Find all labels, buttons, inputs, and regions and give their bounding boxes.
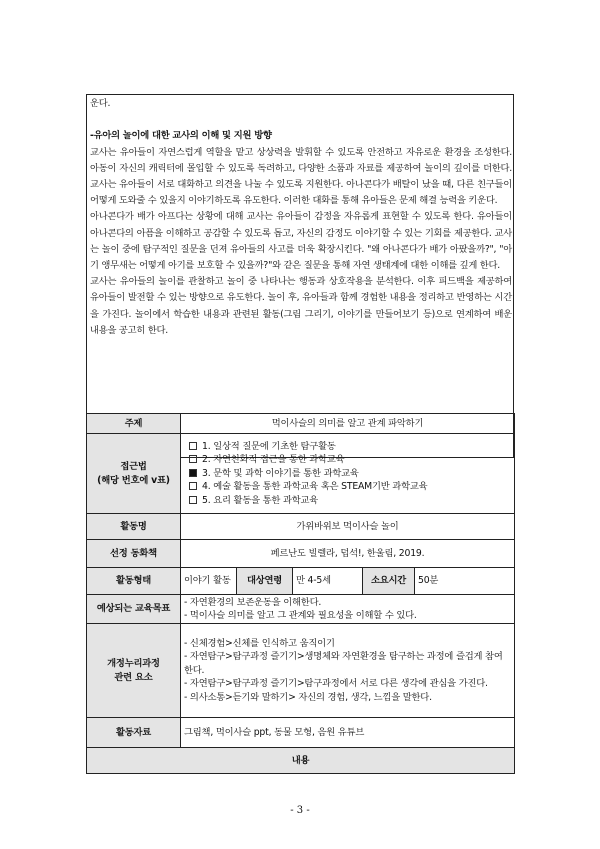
row-topic bbox=[87, 414, 515, 434]
activity-plan-table bbox=[86, 413, 515, 774]
approach-option-5 bbox=[189, 494, 511, 508]
curriculum-value bbox=[181, 624, 515, 718]
paragraph: 교사는 유아들의 놀이를 관찰하고 놀이 중 나타나는 행동과 상호작용을 분석한다. 이후 피드백을 제공하여 유아들이 발전할 수 있는 방향으로 유도한다. 놀이 후, 유아들과 함께 경험한 내용을 정리하고 반영하는 시간을 가진다. 놀이에서 학습한 내용과 관련된 활동(그림 그리기, 이야기를 만들어보기 등)으로 연계하여 배운 내용을 공고히 한다. bbox=[90, 276, 512, 336]
curriculum-item: - 신체경험>신체를 인식하고 움직이기 bbox=[184, 637, 335, 649]
age-label: 대상연령 bbox=[237, 568, 293, 595]
approach-option-text: 5. 요리 활동을 통한 과학교육 bbox=[202, 494, 319, 506]
topic-value: 먹이사슬의 의미를 알고 관계 파악하기 bbox=[181, 414, 515, 434]
approach-option-4 bbox=[189, 480, 511, 494]
row-curriculum bbox=[87, 624, 515, 718]
goals-label: 예상되는 교육목표 bbox=[87, 595, 181, 624]
age-value: 만 4-5세 bbox=[293, 568, 363, 595]
approach-option-text: 1. 일상적 질문에 기초한 탐구활동 bbox=[202, 440, 336, 452]
row-book bbox=[87, 540, 515, 568]
content-header: 내용 bbox=[87, 748, 515, 774]
goal-item: - 먹이사슬 의미를 알고 그 관계와 필요성을 이해할 수 있다. bbox=[184, 610, 417, 621]
paragraph: 교사는 유아들이 자연스럽게 역할을 맡고 상상력을 발휘할 수 있도록 안전하고 자유로운 환경을 조성한다. 아동이 자신의 캐릭터에 몰입할 수 있도록 독려하고, 다양한 소품과 자료를 제공하여 놀이의 깊이를 더한다. 교사는 유아들이 서로 대화하고 의견을 나눌 수 있도록 지원한다. 아나콘다가 배탈이 났을 때, 다른 친구들이 어떻게 도와줄 수 있을지 이야기하도록 유도한다. 이러한 대화를 통해 유아들은 문제 해결 능력을 키운다. bbox=[90, 146, 512, 207]
time-value: 50분 bbox=[415, 568, 515, 595]
intro-text bbox=[90, 96, 512, 339]
materials-value: 그림책, 먹이사슬 ppt, 동물 모형, 음원 유튜브 bbox=[181, 718, 515, 748]
curriculum-label-line2: 관련 요소 bbox=[114, 671, 153, 683]
checkbox-4[interactable] bbox=[189, 482, 197, 490]
checkbox-5[interactable] bbox=[189, 496, 197, 504]
approach-label-title: 접근법 bbox=[120, 461, 147, 472]
book-label: 선정 동화책 bbox=[87, 540, 181, 568]
activity-name-value: 가위바위보 먹이사슬 놀이 bbox=[181, 514, 515, 540]
goals-value bbox=[181, 595, 515, 624]
book-value: 페르난도 빌렐라, 덥석!, 한울림, 2019. bbox=[181, 540, 515, 568]
curriculum-label bbox=[87, 624, 181, 718]
row-activity-name bbox=[87, 514, 515, 540]
row-activity-type bbox=[87, 568, 515, 595]
row-materials bbox=[87, 718, 515, 748]
page-number: - 3 - bbox=[290, 805, 310, 816]
row-content bbox=[87, 748, 515, 774]
goal-item: - 자연환경의 보존운동을 이해한다. bbox=[184, 596, 322, 608]
curriculum-item: - 자연탐구>탐구과정 즐기기>탐구과정에서 서로 다른 생각에 관심을 가진다. bbox=[184, 678, 488, 690]
approach-option-text: 4. 예술 활동을 통한 과학교육 혹은 STEAM기반 과학교육 bbox=[202, 481, 428, 493]
activity-name-label: 활동명 bbox=[87, 514, 181, 540]
row-goals bbox=[87, 595, 515, 624]
approach-option-text: 2. 자연친화적 접근을 통한 과학교육 bbox=[202, 454, 345, 466]
curriculum-item: - 자연탐구>탐구과정 즐기기>생명체와 자연환경을 탐구하는 과정에 즐겁게 참여한다. bbox=[184, 651, 503, 676]
topic-label: 주제 bbox=[87, 414, 181, 434]
approach-label bbox=[87, 434, 181, 514]
checkbox-3-checked[interactable] bbox=[189, 469, 197, 477]
materials-label: 활동자료 bbox=[87, 718, 181, 748]
curriculum-item: - 의사소통>듣기와 말하기> 자신의 경험, 생각, 느낌을 말한다. bbox=[184, 691, 432, 703]
continuation-text: 운다. bbox=[90, 98, 111, 109]
activity-type-label: 활동형태 bbox=[87, 568, 181, 595]
checkbox-2[interactable] bbox=[189, 455, 197, 463]
approach-option-1 bbox=[189, 440, 511, 454]
section-heading: -유아의 놀이에 대한 교사의 이해 및 지원 방향 bbox=[90, 130, 272, 142]
time-label: 소요시간 bbox=[363, 568, 415, 595]
paragraph: 아나콘다가 배가 아프다는 상황에 대해 교사는 유아들이 감정을 자유롭게 표현할 수 있도록 한다. 유아들이 아나콘다의 아픔을 이해하고 공감할 수 있도록 돕고, 자신의 감정도 이야기할 수 있는 기회를 제공한다. 교사는 놀이 중에 탐구적인 질문을 던져 유아들의 사고를 더욱 확장시킨다. "왜 아나콘다가 배가 아팠을까?", "아기 앵무새는 어떻게 아기를 보호할 수 있을까?"와 같은 질문을 통해 자연 생태계에 대한 이해를 깊게 한다. bbox=[90, 211, 512, 272]
approach-option-2 bbox=[189, 453, 511, 467]
activity-type-value: 이야기 활동 bbox=[181, 568, 237, 595]
curriculum-label-line1: 개정누리과정 bbox=[107, 658, 160, 669]
approach-option-text: 3. 문학 및 과학 이야기를 통한 과학교육 bbox=[202, 467, 359, 479]
row-approach bbox=[87, 434, 515, 514]
checkbox-1[interactable] bbox=[189, 442, 197, 450]
approach-label-hint: (해당 번호에 v표) bbox=[97, 474, 170, 486]
approach-options bbox=[181, 434, 515, 514]
approach-option-3 bbox=[189, 467, 511, 481]
